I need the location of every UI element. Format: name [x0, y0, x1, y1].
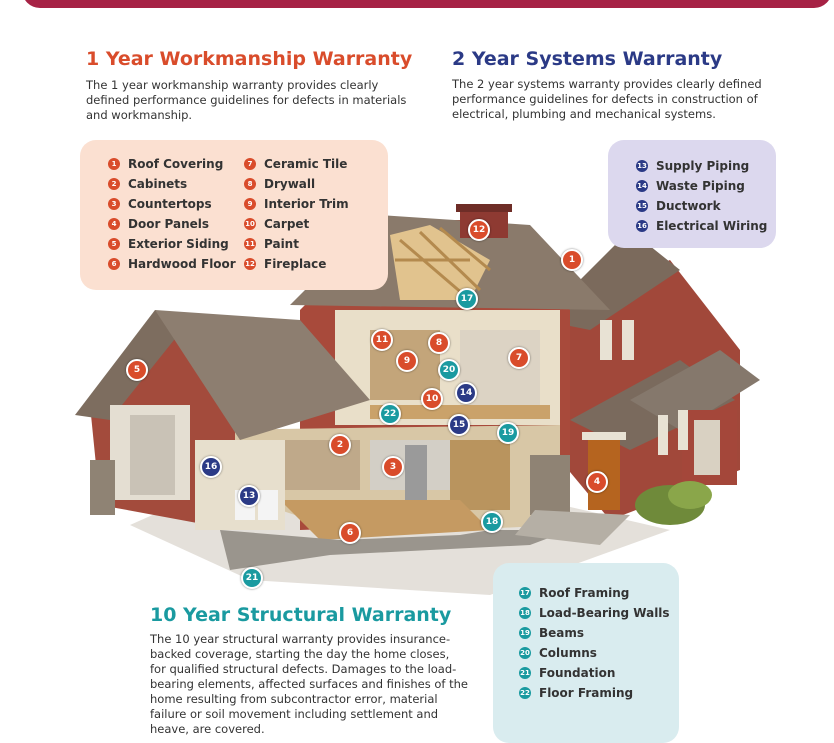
item-label: Foundation	[539, 666, 616, 680]
number-badge: 16	[637, 222, 647, 230]
marker-20: 20	[438, 359, 460, 381]
number-badge: 21	[520, 669, 530, 677]
systems-description: The 2 year systems warranty provides clearly defined performance guidelines for defects in construction of electrical, plumbing and mechanical systems.	[452, 77, 762, 121]
list-item	[108, 214, 236, 234]
marker-18: 18	[481, 511, 503, 533]
number-badge: 22	[520, 689, 530, 697]
marker-5: 5	[126, 359, 148, 381]
list-item	[636, 176, 767, 196]
list-item	[244, 154, 349, 174]
item-label: Fireplace	[264, 257, 327, 271]
systems-title: 2 Year Systems Warranty	[452, 48, 723, 70]
number-badge: 7	[244, 158, 256, 170]
number-badge: 13	[637, 162, 647, 170]
marker-12: 12	[468, 219, 490, 241]
number-badge: 14	[637, 182, 647, 190]
systems-list	[636, 156, 767, 236]
item-label: Hardwood Floor	[128, 257, 236, 271]
item-label: Paint	[264, 237, 299, 251]
number-badge: 5	[108, 238, 120, 250]
marker-14: 14	[455, 382, 477, 404]
number-badge: 20	[520, 649, 530, 657]
number-badge: 6	[108, 258, 120, 270]
marker-19: 19	[497, 422, 519, 444]
list-item	[519, 683, 670, 703]
list-item	[519, 643, 670, 663]
list-item	[108, 254, 236, 274]
systems-items-box	[608, 140, 776, 248]
workmanship-list-left	[108, 154, 236, 274]
list-item	[519, 663, 670, 683]
marker-15: 15	[448, 414, 470, 436]
item-label: Floor Framing	[539, 686, 634, 700]
item-label: Interior Trim	[264, 197, 349, 211]
marker-22: 22	[379, 403, 401, 425]
number-badge: 3	[108, 198, 120, 210]
workmanship-list-right	[244, 154, 349, 274]
item-label: Cabinets	[128, 177, 188, 191]
item-label: Load-Bearing Walls	[539, 606, 670, 620]
number-badge: 17	[520, 589, 530, 597]
item-label: Waste Piping	[656, 179, 745, 193]
number-badge: 18	[520, 609, 530, 617]
list-item	[636, 196, 767, 216]
list-item	[519, 583, 670, 603]
item-label: Countertops	[128, 197, 212, 211]
number-badge: 12	[245, 260, 255, 268]
marker-2: 2	[329, 434, 351, 456]
list-item	[636, 156, 767, 176]
marker-6: 6	[339, 522, 361, 544]
marker-17: 17	[456, 288, 478, 310]
item-label: Ductwork	[656, 199, 721, 213]
workmanship-items-box	[80, 140, 388, 290]
list-item	[244, 174, 349, 194]
list-item	[244, 254, 349, 274]
item-label: Exterior Siding	[128, 237, 229, 251]
list-item	[108, 234, 236, 254]
list-item	[108, 174, 236, 194]
marker-9: 9	[396, 350, 418, 372]
workmanship-description: The 1 year workmanship warranty provides clearly defined performance guidelines for defects in materials and workmanship.	[86, 78, 407, 122]
item-label: Electrical Wiring	[656, 219, 768, 233]
structural-list	[519, 583, 670, 703]
item-label: Drywall	[264, 177, 316, 191]
item-label: Supply Piping	[656, 159, 750, 173]
list-item	[244, 214, 349, 234]
marker-3: 3	[382, 456, 404, 478]
structural-description: The 10 year structural warranty provides insurance-backed coverage, starting the day the home closes, for qualified structural defects. Damages to the load-bearing elements, affected surfaces and finishes of the home resulting from subcontractor error, material failure or soil movement including settlement and heave, are covered.	[150, 632, 469, 736]
marker-8: 8	[428, 332, 450, 354]
list-item	[108, 194, 236, 214]
marker-16: 16	[200, 456, 222, 478]
list-item	[244, 194, 349, 214]
item-label: Beams	[539, 626, 585, 640]
item-label: Ceramic Tile	[264, 157, 348, 171]
marker-10: 10	[421, 388, 443, 410]
number-badge: 10	[245, 220, 255, 228]
item-label: Columns	[539, 646, 597, 660]
marker-21: 21	[241, 567, 263, 589]
number-badge: 2	[108, 178, 120, 190]
item-label: Roof Covering	[128, 157, 224, 171]
marker-4: 4	[586, 471, 608, 493]
item-label: Carpet	[264, 217, 310, 231]
number-badge: 19	[520, 629, 530, 637]
list-item	[636, 216, 767, 236]
item-label: Roof Framing	[539, 586, 630, 600]
number-badge: 11	[245, 240, 255, 248]
list-item	[519, 603, 670, 623]
list-item	[244, 234, 349, 254]
structural-items-box	[493, 563, 679, 743]
top-banner	[22, 0, 832, 8]
number-badge: 9	[244, 198, 256, 210]
list-item	[519, 623, 670, 643]
structural-title: 10 Year Structural Warranty	[150, 604, 452, 626]
marker-11: 11	[371, 329, 393, 351]
number-badge: 4	[108, 218, 120, 230]
number-badge: 8	[244, 178, 256, 190]
number-badge: 1	[108, 158, 120, 170]
marker-13: 13	[238, 485, 260, 507]
marker-1: 1	[561, 249, 583, 271]
item-label: Door Panels	[128, 217, 210, 231]
marker-7: 7	[508, 347, 530, 369]
workmanship-title: 1 Year Workmanship Warranty	[86, 48, 413, 70]
number-badge: 15	[637, 202, 647, 210]
list-item	[108, 154, 236, 174]
